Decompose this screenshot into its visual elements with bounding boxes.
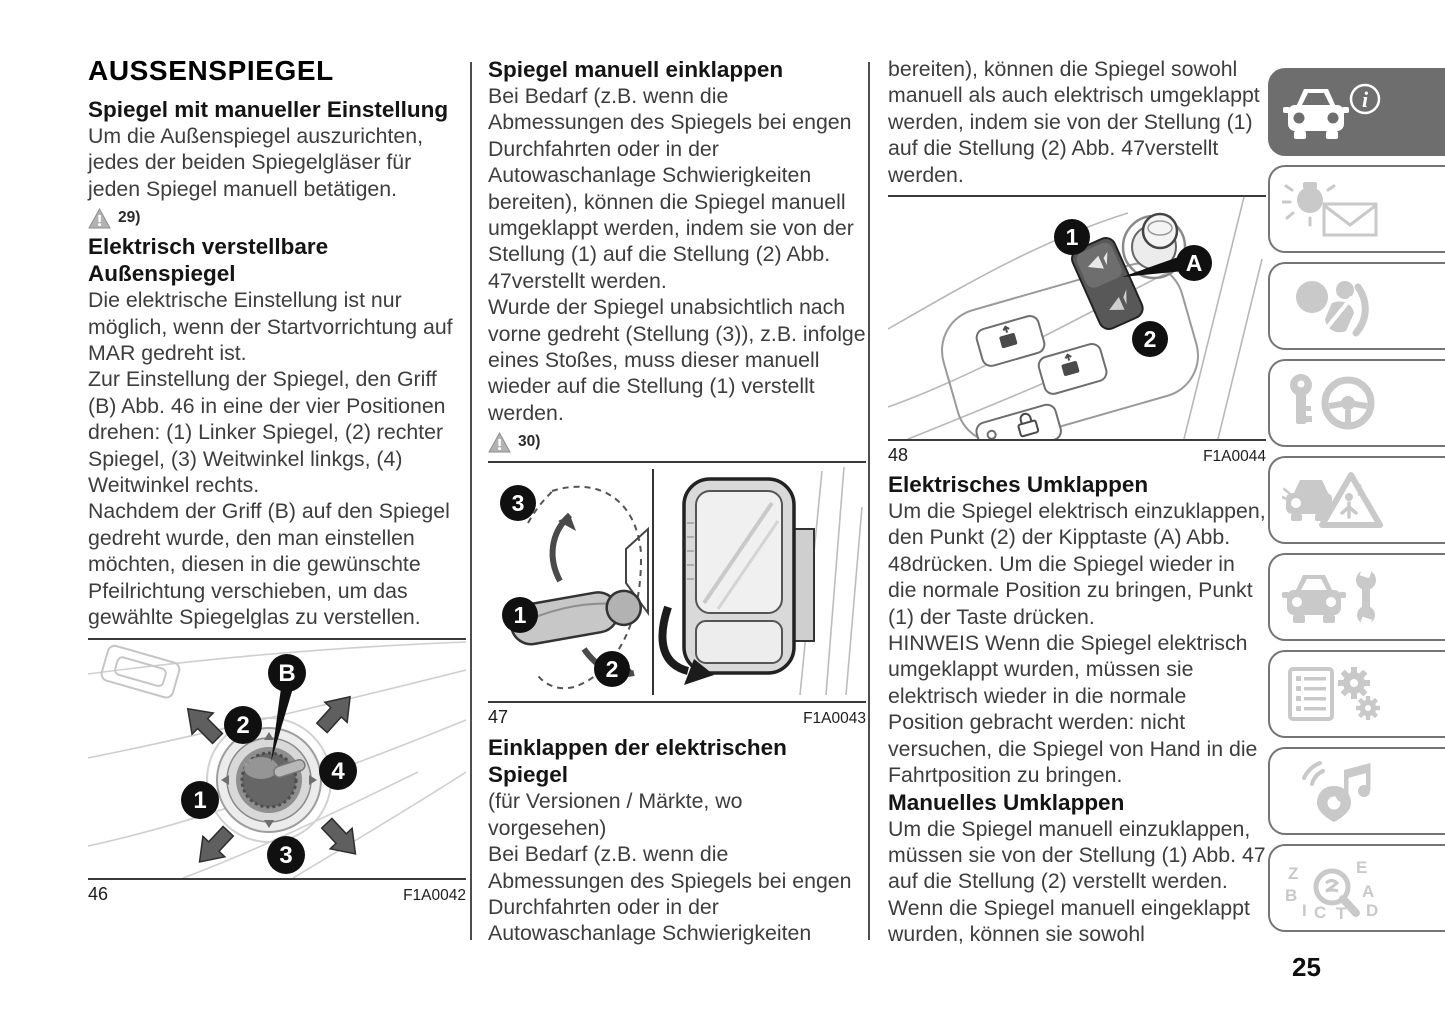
heading-manual-mirrors: Spiegel mit manueller Einstellung	[88, 97, 449, 122]
index-magnifier-icon	[1282, 857, 1392, 919]
figure-number: 47	[488, 707, 509, 728]
mirror-adjuster-knob	[207, 718, 331, 842]
chapter-tab-strip	[1268, 68, 1445, 941]
figure-47-callouts	[500, 485, 630, 687]
paragraph: (für Versionen / Märkte, wo vorgesehen)	[488, 789, 743, 840]
car-warning-triangle-icon	[1282, 469, 1392, 531]
heading-electric-mirrors: Elektrisch verstellbare Außenspiegel	[88, 234, 329, 287]
paragraph: Um die Außenspiegel auszurichten, jedes der beiden Spiegelgläser für jeden Spiegel manuell betätigen.	[88, 124, 424, 201]
sidebar-tab-index	[1268, 844, 1445, 932]
figure-47-illustration	[488, 463, 866, 701]
paragraph: Bei Bedarf (z.B. wenn die Abmessungen des Spiegels bei engen Durchfahrten oder in der Autowaschanlage Schwierigkeiten	[488, 842, 852, 946]
warning-reference	[488, 430, 866, 454]
figure-number: 46	[88, 883, 109, 904]
svg-text:A: A	[1362, 882, 1375, 901]
list-gears-icon	[1282, 663, 1392, 725]
paragraph: Bei Bedarf (z.B. wenn die Abmessungen des Spiegels bei engen Durchfahrten oder in der Autowaschanlage Schwierigkeiten bereiten), können die Spiegel manuell umgeklappt werden, indem sie von der Stellung (1) auf die Stellung (2) Abb. 47verstellt werden.	[488, 84, 854, 293]
svg-text:A: A	[1185, 250, 1203, 277]
figure-47	[488, 461, 866, 728]
column-right	[888, 56, 1266, 948]
heading-fold-manual: Spiegel manuell einklappen	[488, 57, 784, 82]
svg-text:3: 3	[279, 841, 293, 869]
column-divider	[470, 62, 472, 940]
paragraph: HINWEIS Wenn die Spiegel elektrisch umgeklappt wurden, müssen sie elektrisch wieder in die normale Position gebracht werden: nicht versuchen, die Spiegel von Hand in die Fahrtposition zu bringen.	[888, 631, 1258, 788]
sidebar-tab-lights-messages	[1268, 165, 1445, 253]
paragraph: Zur Einstellung der Spiegel, den Griff (B) Abb. 46 in eine der vier Positionen drehen: (1) Linker Spiegel, (2) rechter Spiegel, (3) Weitwinkel linkgs, (4) Weitwinkel rechts.	[88, 367, 446, 498]
column-left	[88, 56, 466, 905]
column-middle	[488, 56, 866, 947]
page-number: 25	[1292, 952, 1321, 982]
figure-code: F1A0042	[403, 886, 466, 904]
sidebar-tab-safety	[1268, 262, 1445, 350]
svg-text:4: 4	[331, 757, 345, 785]
figure-code: F1A0043	[803, 710, 866, 728]
svg-text:I: I	[1302, 901, 1307, 919]
svg-text:D: D	[1366, 901, 1379, 919]
heading-electric-fold: Einklappen der elektrischen Spiegel	[488, 735, 787, 788]
warning-number: 29)	[118, 209, 141, 227]
sidebar-tab-service-maintenance	[1268, 553, 1445, 641]
paragraph: Wurde der Spiegel unabsichtlich nach vorne gedreht (Stellung (3)), z.B. infolge eines Stoßes, muss dieser manuell wieder auf die Stellung (1) verstellt werden.	[488, 295, 866, 425]
warning-triangle-icon	[488, 432, 511, 453]
svg-text:1: 1	[193, 786, 207, 814]
figure-48	[888, 195, 1266, 466]
svg-text:i: i	[1361, 87, 1369, 112]
svg-text:2: 2	[605, 656, 619, 683]
svg-text:1: 1	[1065, 224, 1079, 251]
warning-reference	[88, 206, 466, 230]
sidebar-tab-emergency	[1268, 456, 1445, 544]
column-divider	[868, 62, 870, 940]
warning-number: 30)	[518, 433, 541, 451]
car-wrench-icon	[1282, 566, 1392, 628]
paragraph: Um die Spiegel elektrisch einzuklappen, den Punkt (2) der Kipptaste (A) Abb. 48drücken. Um die Spiegel wieder in die normale Position zu bringen, Punkt (1) der Taste drücken.	[888, 499, 1266, 629]
figure-46	[88, 638, 466, 905]
airbag-person-icon	[1282, 275, 1392, 337]
svg-text:Z: Z	[1288, 864, 1299, 883]
svg-text:3: 3	[511, 490, 525, 517]
car-info-icon	[1282, 81, 1392, 143]
heading-manual-unfold: Manuelles Umklappen	[888, 789, 1125, 815]
svg-text:B: B	[278, 659, 296, 687]
paragraph: Nachdem der Griff (B) auf den Spiegel gedreht wurde, den man einstellen möchten, diesen in die gewünschte Pfeilrichtung verschieben, um das gewählte Spiegelglas zu verstellen.	[88, 499, 450, 630]
bulb-envelope-icon	[1282, 178, 1392, 240]
warning-triangle-icon	[88, 208, 111, 229]
music-navigation-icon	[1282, 760, 1392, 822]
key-steering-wheel-icon	[1282, 372, 1392, 434]
svg-text:1: 1	[513, 602, 527, 629]
heading-electric-unfold: Elektrisches Umklappen	[888, 472, 1149, 498]
sidebar-tab-starting-driving	[1268, 359, 1445, 447]
sidebar-tab-multimedia	[1268, 747, 1445, 835]
svg-text:B: B	[1285, 886, 1298, 905]
paragraph: bereiten), können die Spiegel sowohl manuell als auch elektrisch umgeklappt werden, indem sie von der Stellung (1) auf die Stellung (2) Abb. 47verstellt werden.	[888, 57, 1260, 187]
svg-text:E: E	[1356, 858, 1368, 877]
figure-46-illustration	[88, 640, 466, 878]
svg-text:T: T	[1336, 904, 1347, 919]
figure-48-illustration	[888, 197, 1266, 439]
svg-text:C: C	[1314, 903, 1327, 919]
page-title: AUSSENSPIEGEL	[88, 55, 334, 86]
paragraph: Um die Spiegel manuell einzuklappen, müssen sie von der Stellung (1) Abb. 47 auf die Stellung (2) verstellt werden. Wenn die Spiegel manuell eingeklappt wurden, können sie sowohl	[888, 816, 1266, 947]
svg-text:2: 2	[1143, 326, 1157, 353]
sidebar-tab-technical-data	[1268, 650, 1445, 738]
sidebar-tab-vehicle-info	[1268, 68, 1445, 156]
figure-number: 48	[888, 445, 909, 466]
figure-code: F1A0044	[1203, 448, 1266, 466]
paragraph: Die elektrische Einstellung ist nur möglich, wenn der Startvorrichtung auf MAR gedreht ist.	[88, 288, 453, 366]
svg-text:2: 2	[236, 711, 250, 739]
